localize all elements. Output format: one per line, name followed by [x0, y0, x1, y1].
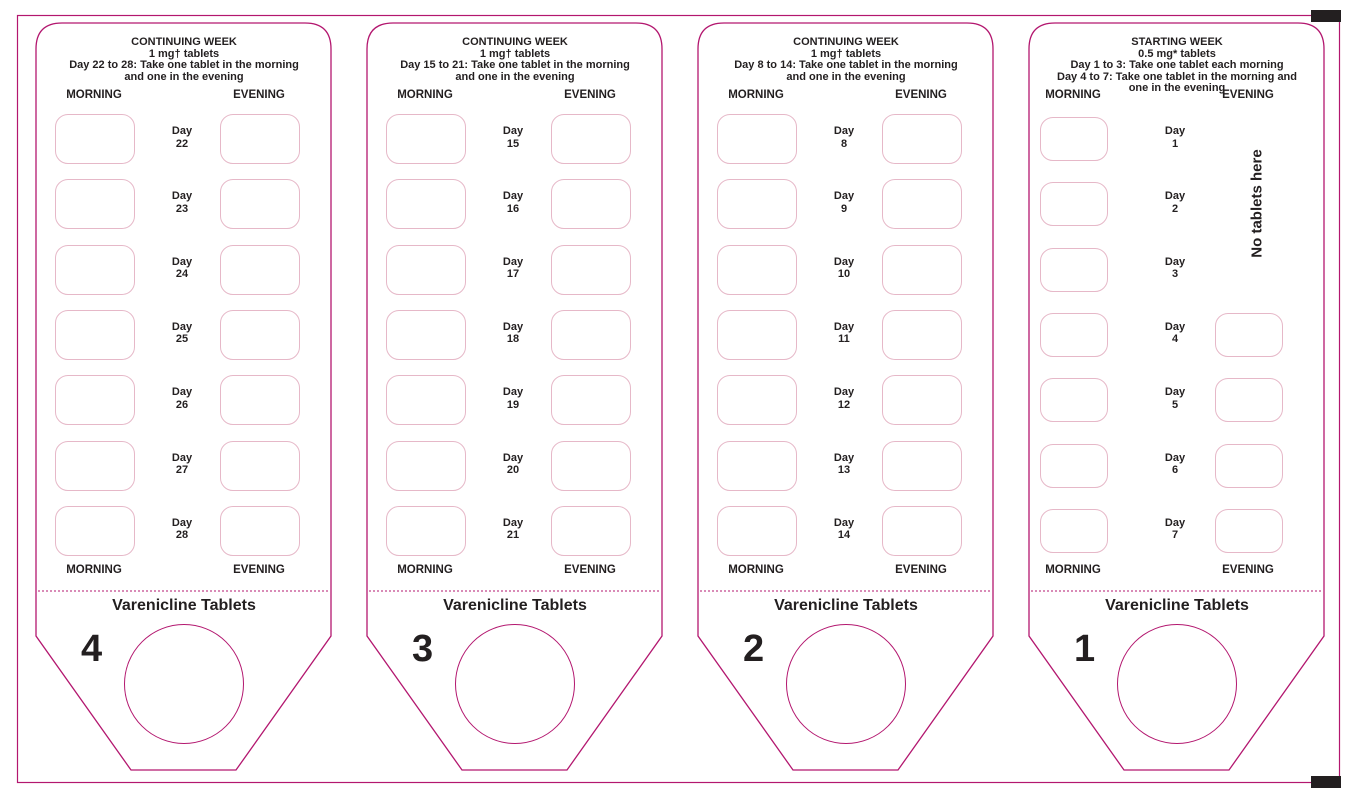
morning-label-top: MORNING — [1045, 89, 1101, 101]
day-word: Day — [833, 386, 855, 399]
day-number: 3 — [1171, 268, 1179, 281]
day-word: Day — [171, 320, 193, 333]
day-word: Day — [171, 516, 193, 529]
card-number: 3 — [412, 628, 434, 670]
header-line: STARTING WEEK — [1131, 36, 1223, 48]
day-word: Day — [1164, 320, 1186, 333]
blister-card-1 — [1029, 0, 1329, 798]
evening-tablet-cell — [551, 179, 631, 229]
card-number: 4 — [81, 628, 103, 670]
evening-tablet-cell — [220, 245, 300, 295]
evening-tablet-cell — [882, 310, 962, 360]
morning-tablet-cell — [386, 506, 466, 556]
morning-label-top: MORNING — [397, 89, 453, 101]
day-word: Day — [1164, 255, 1186, 268]
day-label — [1145, 321, 1205, 346]
day-word: Day — [1164, 451, 1186, 464]
evening-label-bottom: EVENING — [564, 564, 616, 576]
day-number: 21 — [506, 529, 520, 542]
day-label — [1145, 190, 1205, 215]
blister-card-4 — [36, 0, 336, 798]
day-number: 4 — [1171, 333, 1179, 346]
day-word: Day — [502, 516, 524, 529]
evening-tablet-cell — [220, 114, 300, 164]
morning-tablet-cell — [1040, 313, 1108, 357]
day-number: 8 — [840, 137, 848, 150]
header-line: Day 1 to 3: Take one tablet each morning — [1070, 59, 1284, 71]
day-label — [814, 190, 874, 215]
morning-tablet-cell — [55, 245, 135, 295]
header-line: 1 mg† tablets — [479, 47, 551, 60]
evening-tablet-cell — [220, 179, 300, 229]
day-number: 24 — [175, 268, 189, 281]
day-word: Day — [1164, 125, 1186, 137]
day-word: Day — [1164, 190, 1186, 203]
blister-card-3 — [367, 0, 667, 798]
evening-tablet-cell — [882, 179, 962, 229]
evening-tablet-cell — [551, 375, 631, 425]
evening-label-top: EVENING — [1222, 89, 1274, 101]
product-name: Varenicline Tablets — [112, 597, 256, 614]
day-word: Day — [502, 320, 524, 333]
day-label — [152, 256, 212, 281]
evening-label-bottom: EVENING — [233, 564, 285, 576]
evening-tablet-cell — [551, 114, 631, 164]
day-label — [152, 386, 212, 411]
day-word: Day — [171, 255, 193, 268]
header-line: Day 15 to 21: Take one tablet in the morning — [400, 59, 630, 71]
day-label — [483, 256, 543, 281]
evening-tablet-cell — [1215, 313, 1283, 357]
evening-tablet-cell — [220, 375, 300, 425]
day-number: 26 — [175, 398, 189, 411]
day-word: Day — [502, 125, 524, 137]
morning-tablet-cell — [55, 441, 135, 491]
morning-tablet-cell — [386, 245, 466, 295]
header-line: and one in the evening — [124, 70, 244, 83]
day-number: 18 — [506, 333, 520, 346]
evening-tablet-cell — [551, 506, 631, 556]
evening-label-bottom: EVENING — [1222, 564, 1274, 576]
morning-tablet-cell — [1040, 378, 1108, 422]
morning-tablet-cell — [1040, 248, 1108, 292]
morning-tablet-cell — [55, 310, 135, 360]
evening-label-top: EVENING — [564, 89, 616, 101]
day-word: Day — [171, 190, 193, 203]
morning-tablet-cell — [55, 179, 135, 229]
day-label — [814, 452, 874, 477]
evening-tablet-cell — [882, 441, 962, 491]
day-word: Day — [1164, 516, 1186, 529]
morning-tablet-cell — [55, 506, 135, 556]
day-number: 15 — [506, 137, 520, 150]
evening-tablet-cell — [1215, 509, 1283, 553]
day-word: Day — [833, 451, 855, 464]
tablet-circle — [124, 624, 244, 744]
day-number: 1 — [1171, 137, 1179, 150]
card-header — [698, 37, 994, 83]
day-number: 14 — [837, 529, 851, 542]
header-line: Day 22 to 28: Take one tablet in the morning — [69, 59, 299, 71]
evening-tablet-cell — [551, 310, 631, 360]
day-word: Day — [171, 451, 193, 464]
day-label — [152, 125, 212, 150]
header-line: 1 mg† tablets — [810, 47, 882, 60]
day-number: 17 — [506, 268, 520, 281]
product-name: Varenicline Tablets — [1105, 597, 1249, 614]
day-word: Day — [502, 190, 524, 203]
tablet-circle — [786, 624, 906, 744]
header-line: Day 4 to 7: Take one tablet in the morning and — [1057, 70, 1297, 83]
day-label — [483, 517, 543, 542]
morning-tablet-cell — [386, 441, 466, 491]
morning-tablet-cell — [1040, 117, 1108, 161]
day-number: 20 — [506, 464, 520, 476]
day-number: 28 — [175, 529, 189, 542]
day-label — [483, 321, 543, 346]
day-word: Day — [833, 516, 855, 529]
day-label — [152, 452, 212, 477]
day-label — [814, 256, 874, 281]
tablet-circle — [455, 624, 575, 744]
morning-tablet-cell — [717, 375, 797, 425]
header-line: and one in the evening — [786, 70, 906, 83]
blister-card-2 — [698, 0, 998, 798]
day-label — [483, 190, 543, 215]
evening-tablet-cell — [882, 245, 962, 295]
morning-tablet-cell — [1040, 444, 1108, 488]
day-number: 16 — [506, 202, 520, 215]
day-label — [1145, 125, 1205, 150]
product-name: Varenicline Tablets — [443, 597, 587, 614]
evening-tablet-cell — [220, 310, 300, 360]
evening-label-top: EVENING — [233, 89, 285, 101]
day-word: Day — [833, 255, 855, 268]
day-word: Day — [502, 451, 524, 464]
day-word: Day — [171, 386, 193, 399]
tablet-circle — [1117, 624, 1237, 744]
morning-tablet-cell — [386, 179, 466, 229]
day-number: 11 — [838, 333, 850, 346]
card-header — [1029, 37, 1325, 95]
day-number: 5 — [1171, 398, 1179, 411]
day-word: Day — [171, 125, 193, 137]
morning-label-bottom: MORNING — [728, 564, 784, 576]
evening-tablet-cell — [220, 506, 300, 556]
day-number: 6 — [1171, 464, 1179, 476]
morning-label-bottom: MORNING — [397, 564, 453, 576]
evening-label-bottom: EVENING — [895, 564, 947, 576]
card-number: 2 — [743, 628, 765, 670]
header-line: and one in the evening — [455, 70, 575, 83]
day-label — [483, 125, 543, 150]
day-word: Day — [502, 386, 524, 399]
morning-tablet-cell — [717, 114, 797, 164]
card-header — [36, 37, 332, 83]
morning-tablet-cell — [386, 114, 466, 164]
card-number: 1 — [1074, 628, 1096, 670]
header-line: 1 mg† tablets — [148, 47, 220, 60]
day-number: 22 — [175, 137, 189, 150]
day-number: 7 — [1171, 529, 1179, 542]
day-label — [814, 125, 874, 150]
day-number: 25 — [175, 333, 189, 346]
day-word: Day — [833, 320, 855, 333]
header-line: one in the evening — [1128, 82, 1226, 94]
day-number: 2 — [1171, 202, 1179, 215]
day-label — [814, 517, 874, 542]
evening-tablet-cell — [1215, 378, 1283, 422]
day-label — [1145, 256, 1205, 281]
day-number: 10 — [837, 268, 851, 281]
evening-tablet-cell — [551, 441, 631, 491]
card-header — [367, 37, 663, 83]
header-line: 0.5 mg* tablets — [1138, 47, 1216, 60]
header-line: CONTINUING WEEK — [793, 36, 899, 48]
day-number: 13 — [837, 464, 851, 476]
day-number: 12 — [837, 398, 851, 411]
day-word: Day — [1164, 386, 1186, 399]
day-label — [483, 452, 543, 477]
day-number: 23 — [175, 202, 189, 215]
evening-label-top: EVENING — [895, 89, 947, 101]
morning-tablet-cell — [1040, 182, 1108, 226]
day-label — [483, 386, 543, 411]
evening-tablet-cell — [551, 245, 631, 295]
day-label — [1145, 386, 1205, 411]
evening-tablet-cell — [882, 506, 962, 556]
morning-label-bottom: MORNING — [66, 564, 122, 576]
morning-tablet-cell — [386, 375, 466, 425]
day-word: Day — [502, 255, 524, 268]
morning-tablet-cell — [717, 441, 797, 491]
header-line: CONTINUING WEEK — [462, 36, 568, 48]
evening-tablet-cell — [1215, 444, 1283, 488]
day-label — [814, 321, 874, 346]
header-line: Day 8 to 14: Take one tablet in the morning — [734, 59, 958, 71]
day-word: Day — [833, 190, 855, 203]
morning-tablet-cell — [717, 245, 797, 295]
day-number: 27 — [175, 464, 189, 476]
day-label — [1145, 517, 1205, 542]
day-label — [152, 321, 212, 346]
evening-tablet-cell — [882, 375, 962, 425]
morning-label-bottom: MORNING — [1045, 564, 1101, 576]
day-label — [1145, 452, 1205, 477]
morning-tablet-cell — [717, 310, 797, 360]
no-tablets-text: No tablets here — [1248, 149, 1266, 258]
morning-tablet-cell — [717, 179, 797, 229]
evening-tablet-cell — [882, 114, 962, 164]
morning-tablet-cell — [717, 506, 797, 556]
morning-tablet-cell — [386, 310, 466, 360]
day-label — [152, 190, 212, 215]
evening-tablet-cell — [220, 441, 300, 491]
day-number: 19 — [506, 398, 520, 411]
header-line: CONTINUING WEEK — [131, 36, 237, 48]
morning-tablet-cell — [1040, 509, 1108, 553]
morning-label-top: MORNING — [728, 89, 784, 101]
day-word: Day — [833, 125, 855, 137]
day-number: 9 — [840, 202, 848, 215]
day-label — [814, 386, 874, 411]
morning-label-top: MORNING — [66, 89, 122, 101]
morning-tablet-cell — [55, 375, 135, 425]
product-name: Varenicline Tablets — [774, 597, 918, 614]
day-label — [152, 517, 212, 542]
morning-tablet-cell — [55, 114, 135, 164]
